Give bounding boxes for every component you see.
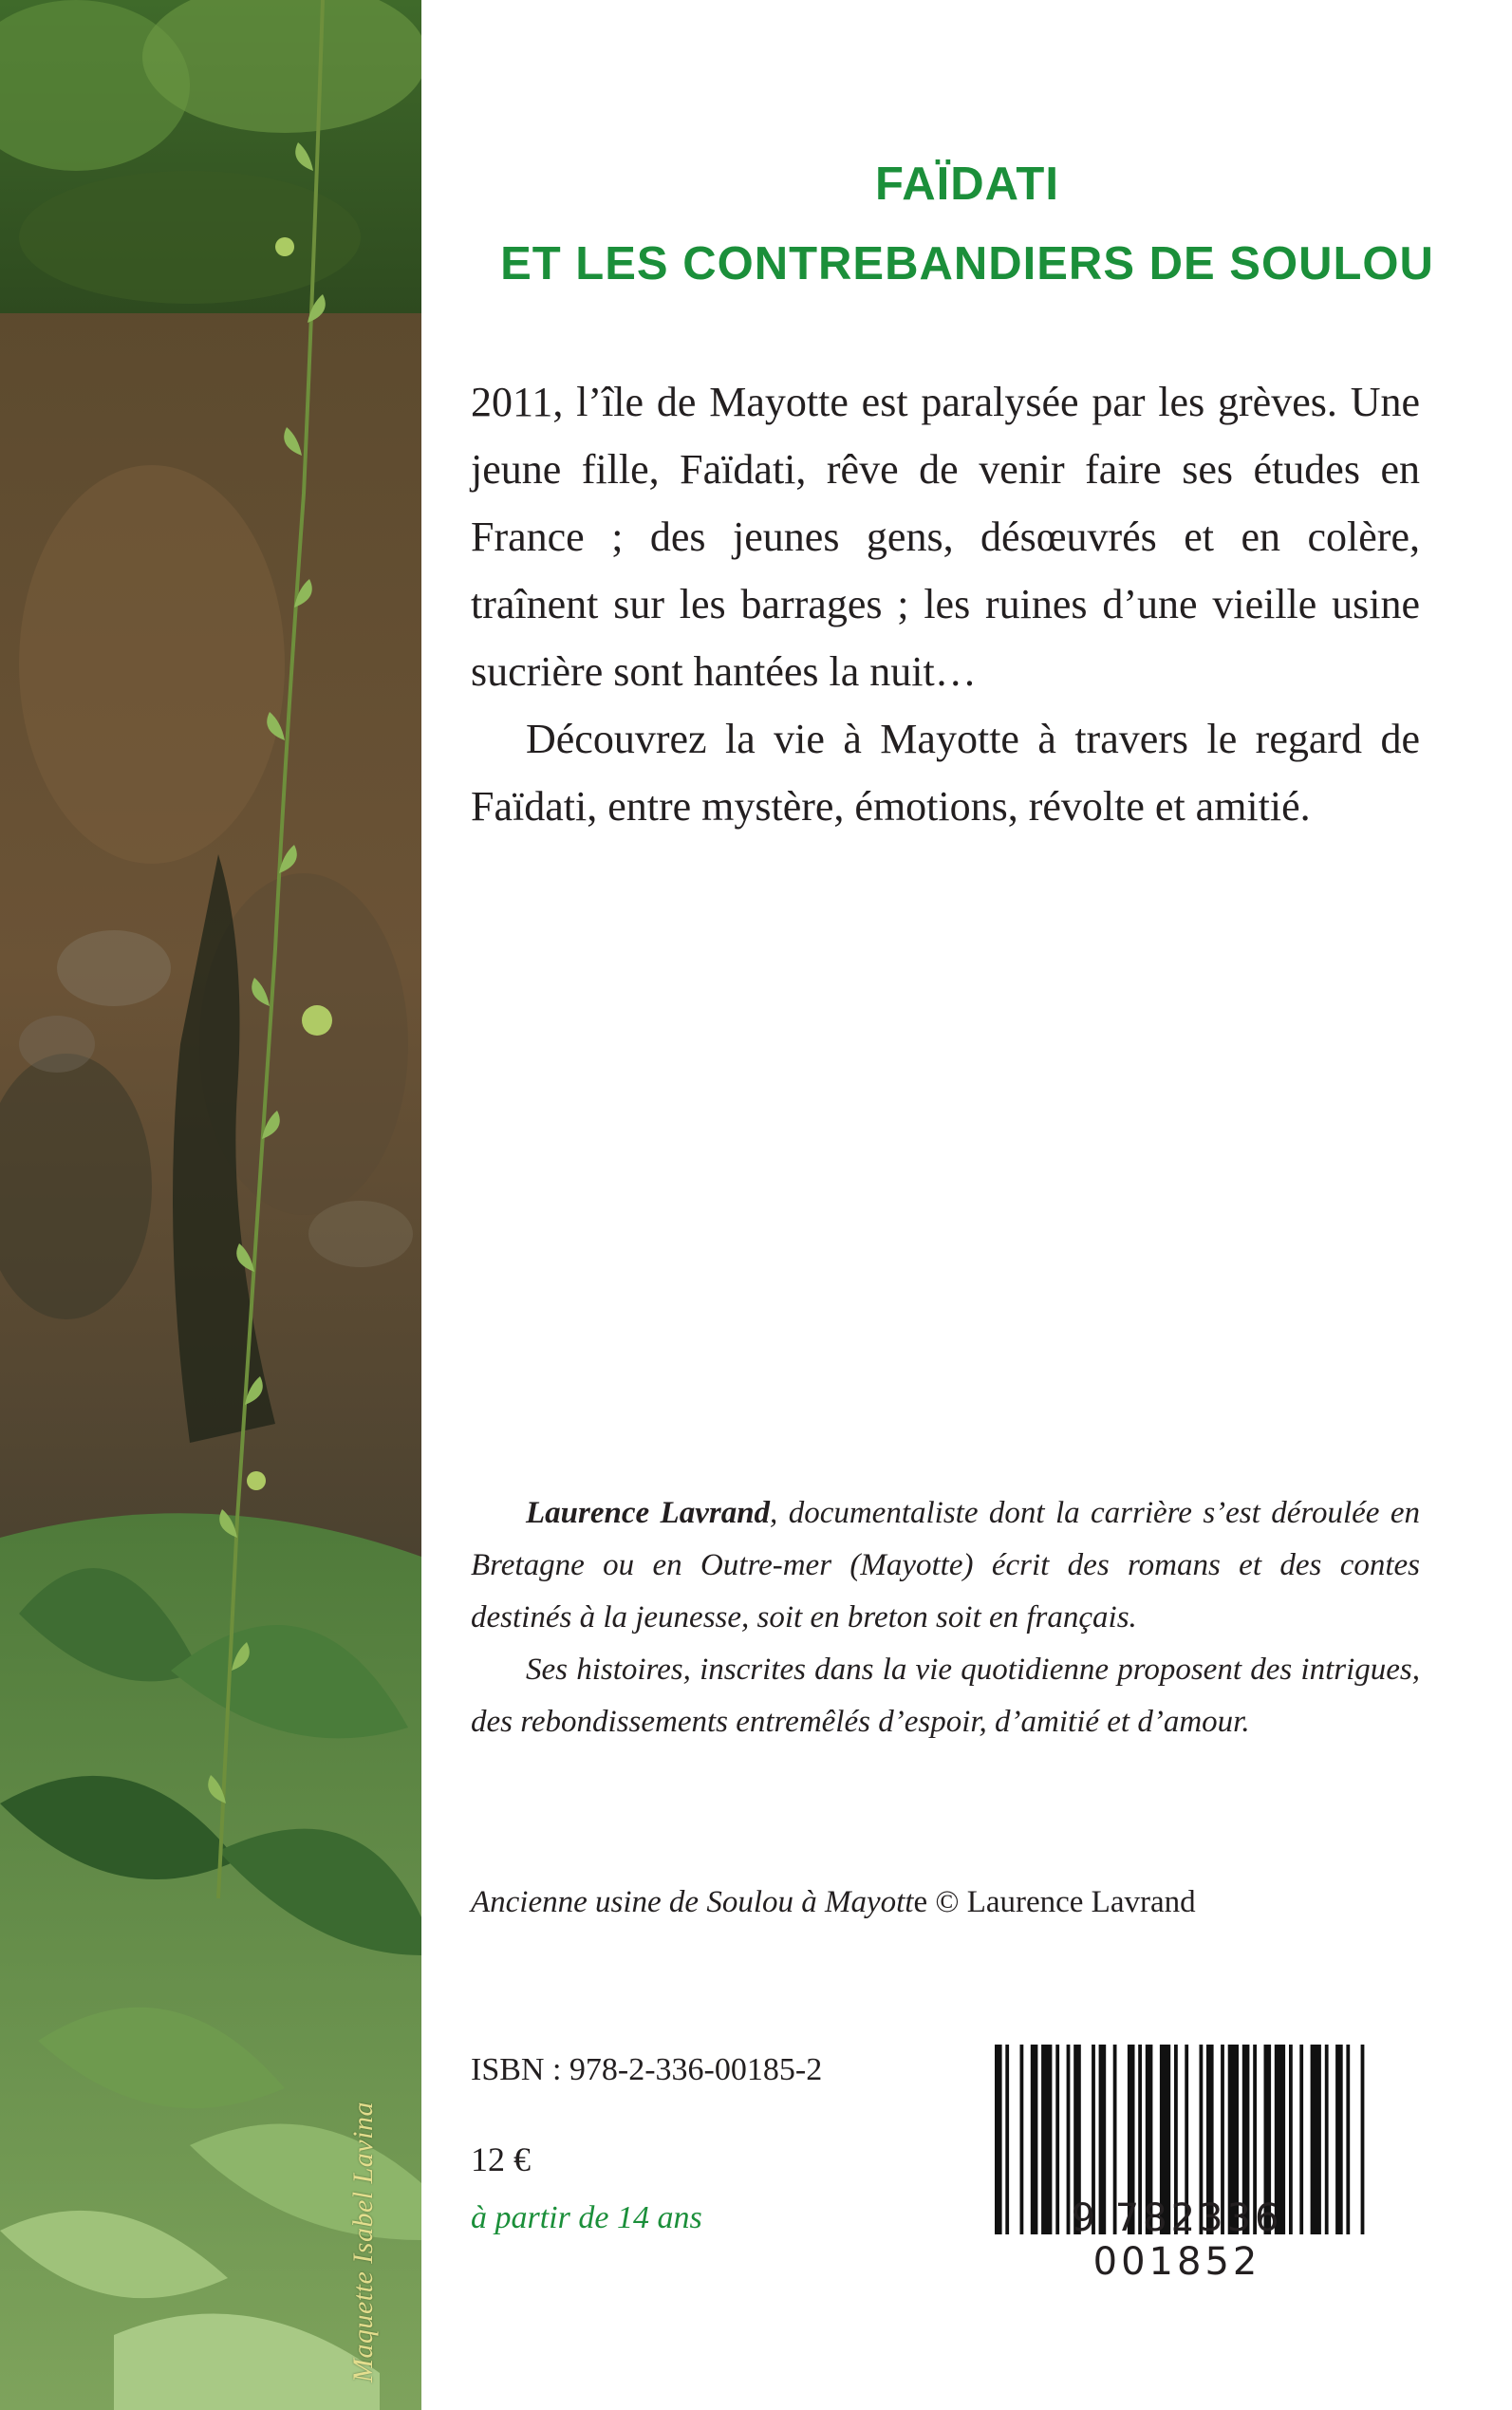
- bio-paragraph-1: [471, 1487, 1420, 1644]
- title-line-1: FAÏDATI: [875, 159, 1059, 210]
- title-line-2: ET LES CONTREBANDIERS DE SOULOU: [500, 238, 1434, 290]
- bio-paragraph-2: Ses histoires, inscrites dans la vie quotidienne proposent des intrigues, des rebondissements entremêlés d’espoir, d’amitié et d’amour.: [471, 1653, 1420, 1739]
- designer-credit: Maquette Isabel Lavina: [347, 2102, 379, 2382]
- book-title: [478, 144, 1456, 304]
- isbn-label: ISBN : 978-2-336-00185-2: [471, 2052, 823, 2087]
- photo-credit: [471, 1885, 1196, 1920]
- age-range: à partir de 14 ans: [471, 2200, 702, 2235]
- blurb-paragraph-2: Découvrez la vie à Mayotte à travers le regard de Faïdati, entre mystère, émotions, révolte et amitié.: [471, 716, 1420, 830]
- book-blurb: [471, 368, 1420, 840]
- author-bio: [471, 1487, 1420, 1748]
- ruin-and-vines-illustration: [0, 0, 421, 2410]
- cover-photo: [0, 0, 421, 2410]
- ean13-barcode-icon: [981, 2045, 1372, 2284]
- price: 12 €: [471, 2140, 531, 2178]
- barcode-digits: 9 782336 001852: [1071, 2196, 1283, 2284]
- blurb-paragraph-1: 2011, l’île de Mayotte est paralysée par les grèves. Une jeune fille, Faïdati, rêve de venir faire ses études en France ; des jeunes gens, désœuvrés et en colère, traînent sur les barrages ; les ruines d’une vieille usine sucrière sont hantées la nuit…: [471, 379, 1420, 695]
- author-name: Laurence Lavrand: [526, 1496, 771, 1530]
- back-cover-text-panel: [421, 0, 1512, 2410]
- photo-caption: Ancienne usine de Soulou à Mayott: [471, 1885, 914, 1919]
- photo-copyright: e © Laurence Lavrand: [913, 1885, 1196, 1919]
- bio-paragraph-1-text: , documentaliste dont la carrière s’est déroulée en Bretagne ou en Outre-mer (Mayotte) écrit des romans et des contes destinés à la jeunesse, soit en breton soit en français.: [471, 1496, 1420, 1635]
